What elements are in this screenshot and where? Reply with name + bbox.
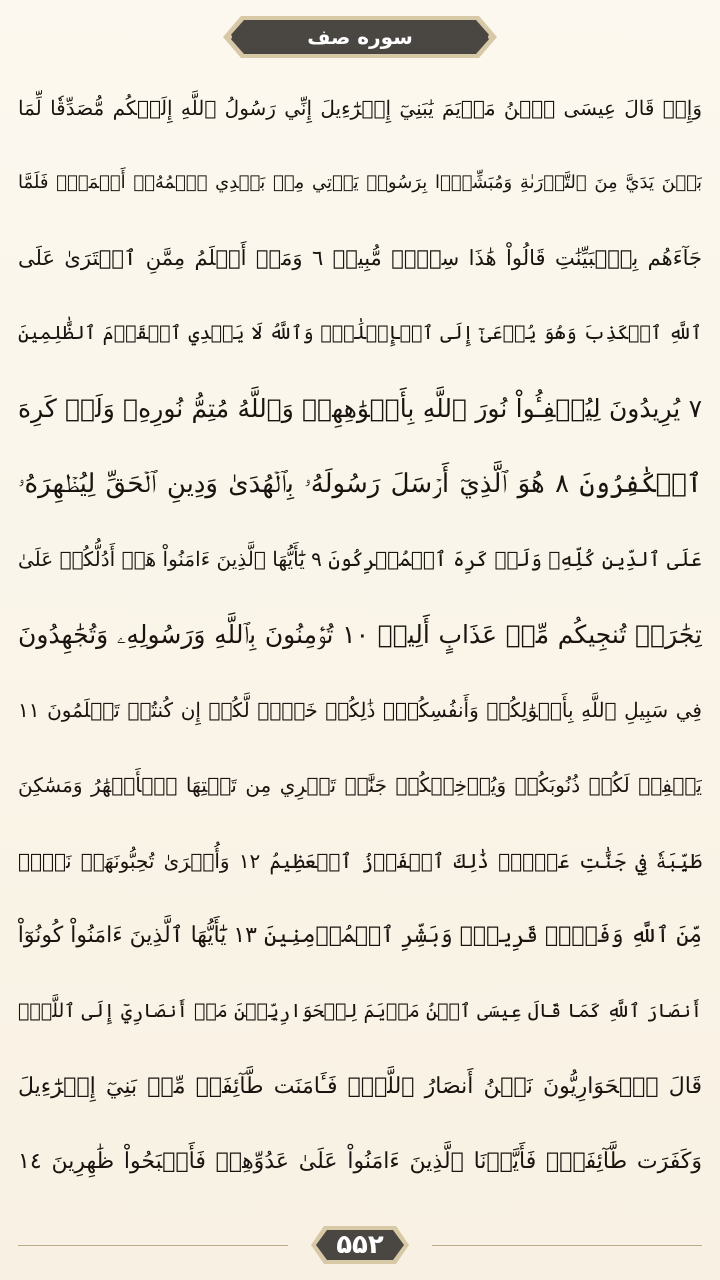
verse-line-13: أَنصَارَ ٱللَّهِ كَمَا قَالَ عِيسَى ٱبۡنُ مَرۡيَمَ لِلۡحَوَارِيِّـۧنَ مَنۡ أَنصَارِيٓ إِلَى ٱللَّهِۖ (18, 999, 702, 1022)
verse-text-block (18, 70, 702, 1200)
verse-line-12: مِّنَ ٱللَّهِ وَفَتۡحٞ قَرِيبٞۗ وَبَشِّرِ ٱلۡمُؤۡمِنِينَ ١٣ يَٰٓأَيُّهَا ٱلَّذِينَ ءَامَنُواْ كُونُوٓاْ (18, 922, 702, 948)
verse-line-14: قَالَ ٱلۡحَوَارِيُّونَ نَحۡنُ أَنصَارُ ٱللَّهِۖ فَـَٔامَنَت طَّآئِفَةٞ مِّنۢ بَنِيٓ إِسۡرَٰٓءِيلَ (18, 1073, 702, 1099)
surah-header-banner (219, 12, 501, 62)
footer-divider-right (432, 1245, 702, 1246)
verse-line-11: طَيِّبَةٗ فِي جَنَّٰتِ عَدۡنٖۚ ذَٰلِكَ ٱلۡفَوۡزُ ٱلۡعَظِيمُ ١٢ وَأُخۡرَىٰ تُحِبُّونَهَاۖ نَصۡرٞ (18, 848, 702, 873)
verse-line-5: ٧ يُرِيدُونَ لِيُطۡفِـُٔواْ نُورَ ٱللَّهِ بِأَفۡوَٰهِهِمۡ وَٱللَّهُ مُتِمُّ نُورِهِۦ وَلَوۡ كَرِهَ (18, 394, 702, 424)
verse-line-15: وَكَفَرَت طَّآئِفَةٞۖ فَأَيَّدۡنَا ٱلَّذِينَ ءَامَنُواْ عَلَىٰ عَدُوِّهِمۡ فَأَصۡبَحُواْ ظَٰهِرِينَ ١٤ (18, 1148, 702, 1174)
verse-line-4: ٱللَّهِ ٱلۡكَذِبَ وَهُوَ يُدۡعَىٰٓ إِلَى ٱلۡإِسۡلَٰمِۚ وَٱللَّهُ لَا يَهۡدِي ٱلۡقَوۡمَ ٱلظَّٰلِمِينَ (18, 322, 702, 345)
page-number: ۵۵۲ (336, 1230, 384, 1260)
verse-line-8: تِجَٰرَةٖ تُنجِيكُم مِّنۡ عَذَابٍ أَلِيمٖ ١٠ تُؤۡمِنُونَ بِٱللَّهِ وَرَسُولِهِۦ وَتُجَٰهِدُونَ (18, 620, 702, 650)
verse-line-9: فِي سَبِيلِ ٱللَّهِ بِأَمۡوَٰلِكُمۡ وَأَنفُسِكُمۡۚ ذَٰلِكُمۡ خَيۡرٞ لَّكُمۡ إِن كُنتُمۡ تَعۡلَمُونَ ١١ (18, 698, 702, 723)
verse-line-1: وَإِذۡ قَالَ عِيسَى ٱبۡنُ مَرۡيَمَ يَٰبَنِيٓ إِسۡرَٰٓءِيلَ إِنِّي رَسُولُ ٱللَّهِ إِلَيۡكُم مُّصَدِّقٗا لِّمَا (18, 95, 702, 120)
page-number-badge (308, 1222, 412, 1268)
footer-divider-left (18, 1245, 288, 1246)
verse-line-10: يَغۡفِرۡ لَكُمۡ ذُنُوبَكُمۡ وَيُدۡخِلۡكُمۡ جَنَّٰتٖ تَجۡرِي مِن تَحۡتِهَا ٱلۡأَنۡهَٰرُ وَمَسَٰكِنَ (18, 773, 702, 798)
verse-line-6: ٱلۡكَٰفِرُونَ ٨ هُوَ ٱلَّذِيٓ أَرۡسَلَ رَسُولَهُۥ بِٱلۡهُدَىٰ وَدِينِ ٱلۡحَقِّ لِيُظۡهِرَهُۥ (18, 469, 702, 500)
verse-line-7: عَلَى ٱلدِّينِ كُلِّهِۦ وَلَوۡ كَرِهَ ٱلۡمُشۡرِكُونَ ٩ يَٰٓأَيُّهَا ٱلَّذِينَ ءَامَنُواْ هَلۡ أَدُلُّكُمۡ عَلَىٰ (18, 547, 702, 572)
verse-line-2: بَيۡنَ يَدَيَّ مِنَ ٱلتَّوۡرَىٰةِ وَمُبَشِّرَۢا بِرَسُولٖ يَأۡتِي مِنۢ بَعۡدِي ٱسۡمُهُۥٓ أَحۡمَدُۖ فَلَمَّا (18, 171, 702, 193)
surah-title: سوره صف (307, 25, 413, 49)
verse-line-3: جَآءَهُم بِٱلۡبَيِّنَٰتِ قَالُواْ هَٰذَا سِحۡرٞ مُّبِينٞ ٦ وَمَنۡ أَظۡلَمُ مِمَّنِ ٱفۡتَرَىٰ عَلَى (18, 245, 702, 270)
